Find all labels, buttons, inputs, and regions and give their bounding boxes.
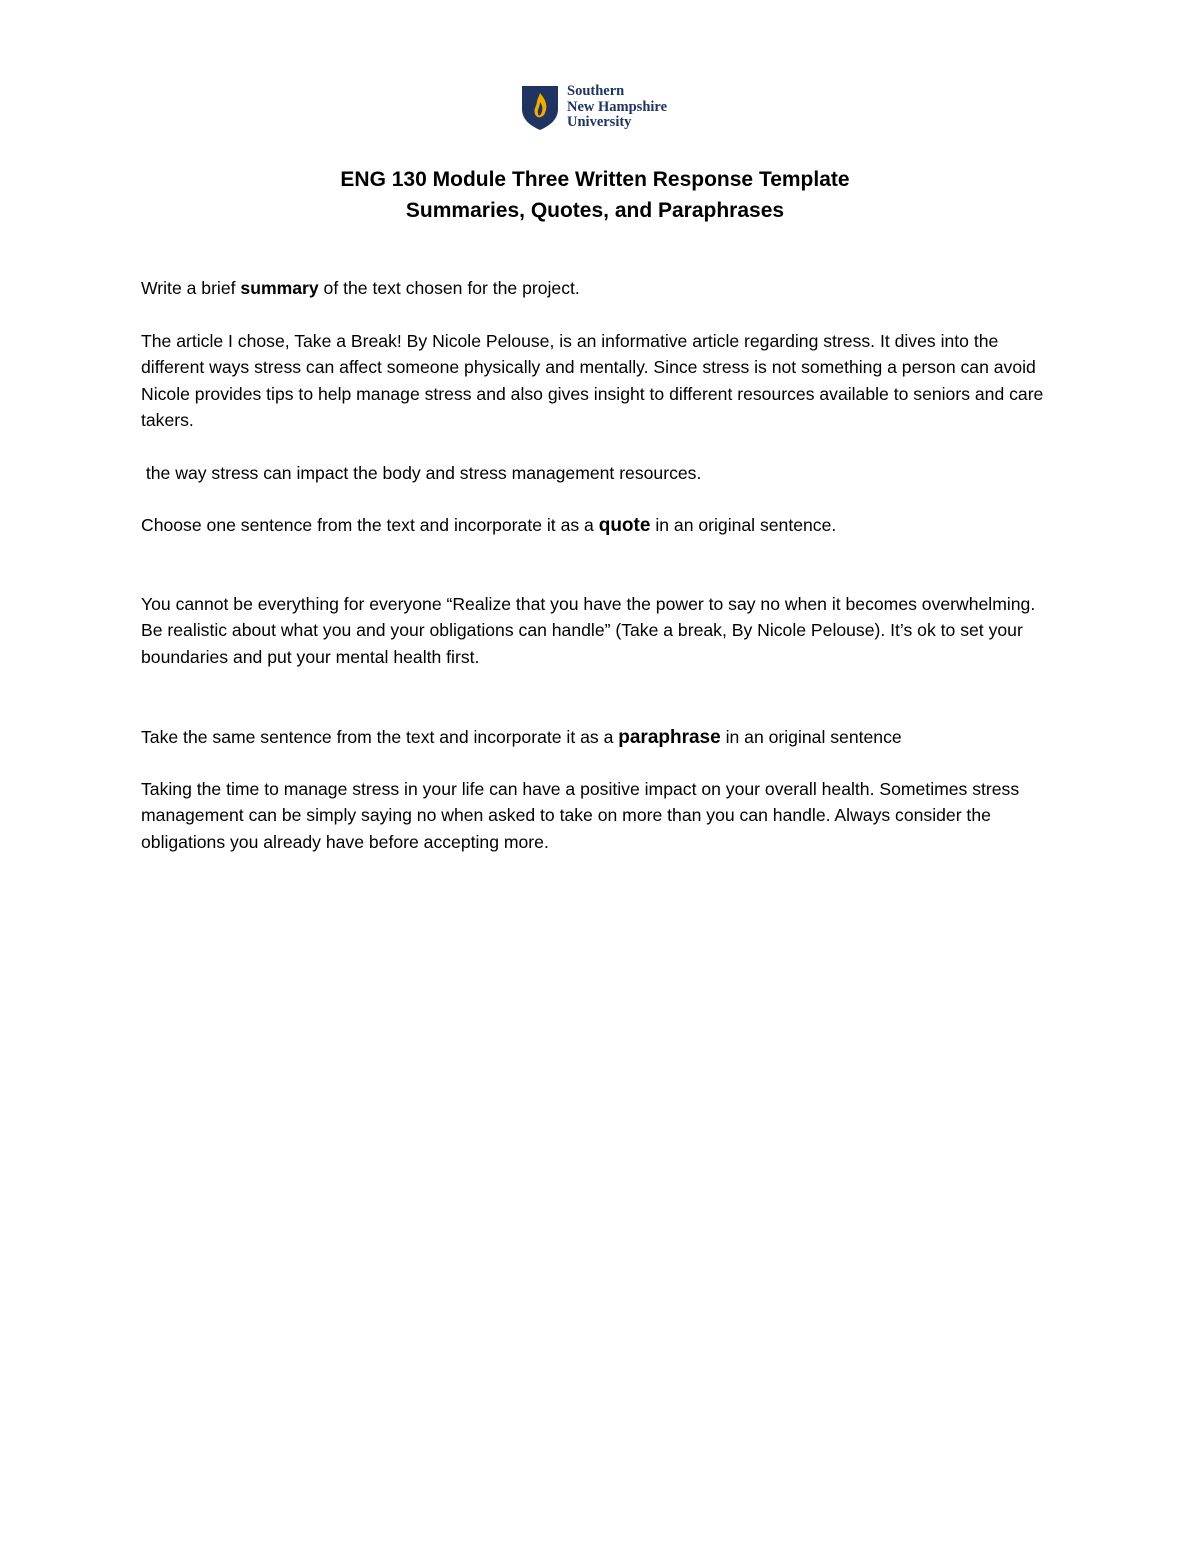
impact-line: the way stress can impact the body and stress management resources. [141,463,702,483]
paraphrase-answer: Taking the time to manage stress in your life can have a positive impact on your overall health. Sometimes stress management can be simply saying no when asked to take on more than you can handle. Always consider the obligations you already have before accepting more. [141,779,1020,852]
paraphrase-prompt [141,724,1061,751]
summary-prompt-before: Write a brief [141,278,241,298]
paraphrase-prompt-after: in an original sentence [720,727,902,747]
quote-keyword: quote [598,515,651,536]
quote-answer: You cannot be everything for everyone “Realize that you have the power to say no when it becomes overwhelming. Be realistic about what you and your obligations can handle” (Take a break, By Nicole Pelouse). It’s ok to set your boundaries and put your mental health first. [141,594,1036,667]
summary-keyword: summary [240,278,319,298]
paraphrase-prompt-before: Take the same sentence from the text and incorporate it as a [141,727,619,747]
logo-line-2: New Hampshire [567,98,668,115]
university-logo [521,84,691,132]
paraphrase-keyword: paraphrase [618,727,721,748]
snhu-flame-shield-icon [521,85,559,131]
quote-prompt-after: in an original sentence. [650,515,837,535]
summary-answer: The article I chose, Take a Break! By Nicole Pelouse, is an informative article regarding stress. It dives into the different ways stress can affect someone physically and mentally. Since stress is not something a person can avoid Nicole provides tips to help manage stress and also gives insight to different resources available to seniors and care takers. [141,331,1044,431]
logo-line-3: University [567,114,632,130]
title-line-2: Summaries, Quotes, and Paraphrases [405,199,785,222]
quote-prompt [141,512,1061,539]
logo-wordmark [567,84,667,131]
document-title [0,164,1190,226]
title-line-1: ENG 130 Module Three Written Response Template [340,168,850,191]
summary-prompt-after: of the text chosen for the project. [318,278,580,298]
logo-line-1: Southern [567,83,625,99]
summary-prompt [141,275,1061,301]
quote-prompt-before: Choose one sentence from the text and incorporate it as a [141,515,599,535]
